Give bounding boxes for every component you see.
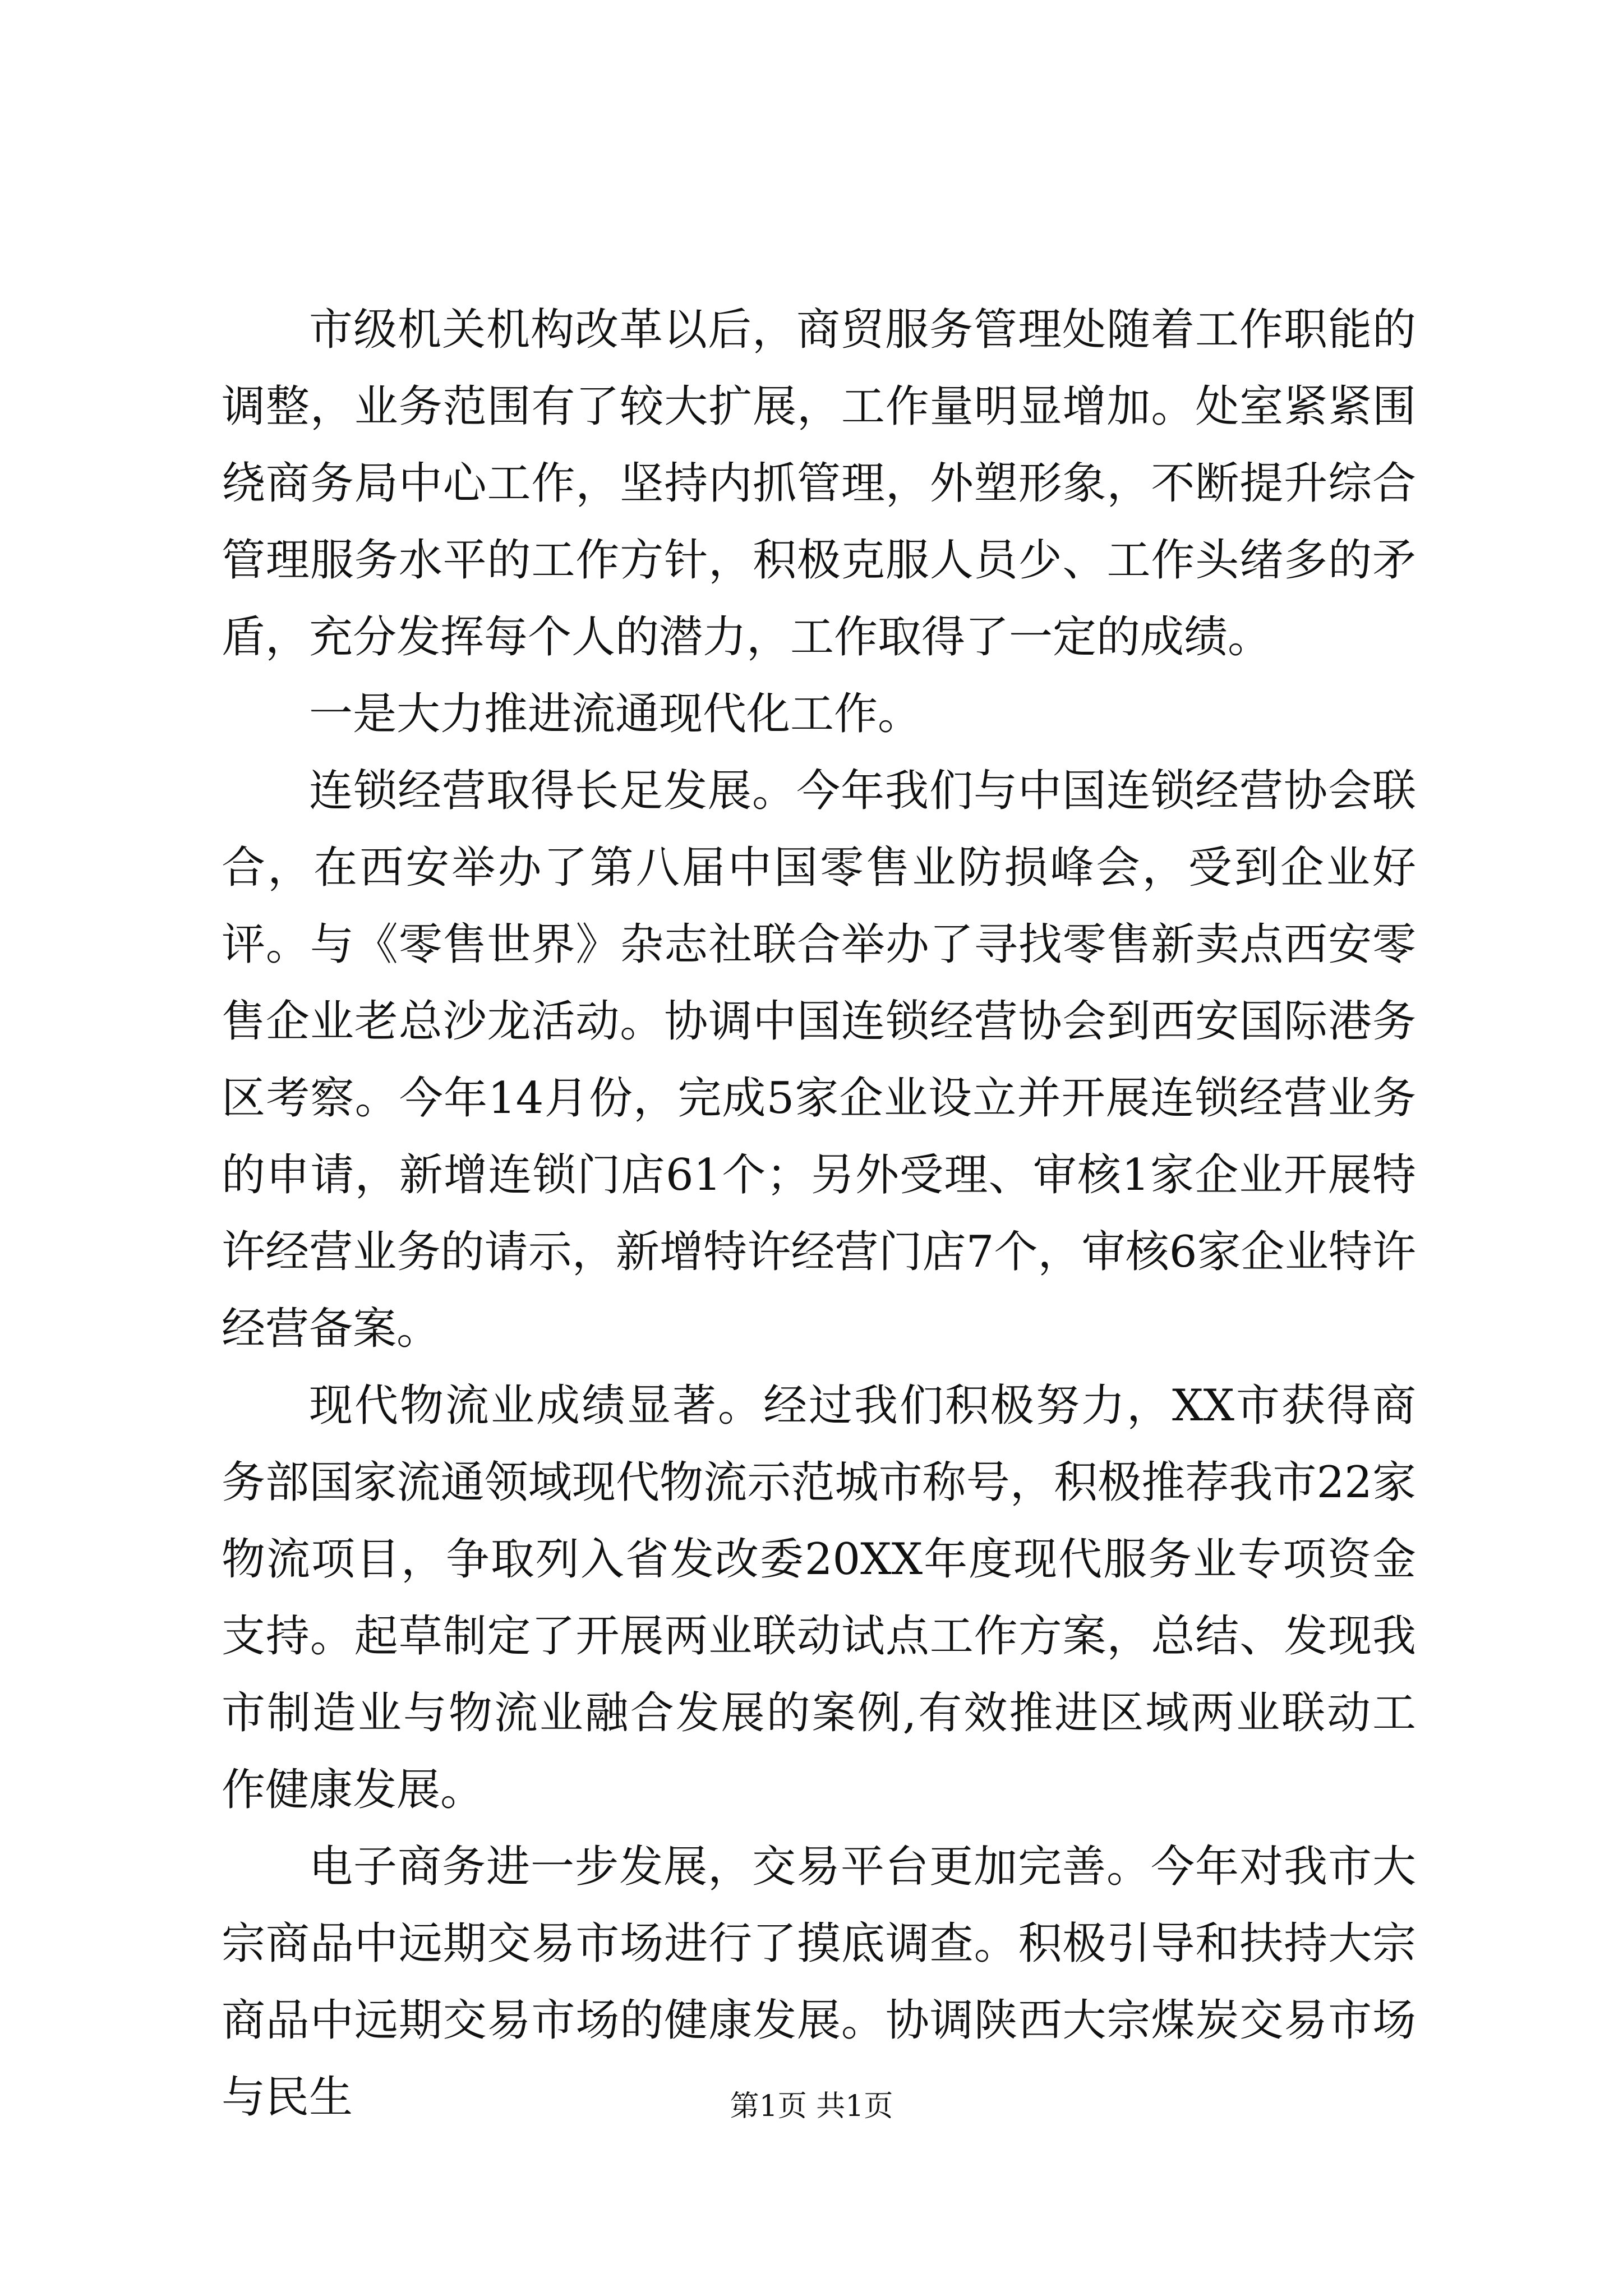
paragraph-ecommerce: 电子商务进一步发展，交易平台更加完善。今年对我市大宗商品中远期交易市场进行了摸底调查。积极引导和扶持大宗商品中远期交易市场的健康发展。协调陕西大宗煤炭交易市场与民生: [222, 1842, 1416, 2123]
paragraph-logistics: 现代物流业成绩显著。经过我们积极努力，XX市获得商务部国家流通领域现代物流示范城市称号，积极推荐我市22家物流项目，争取列入省发改委20XX年度现代服务业专项资金支持。起草制定了开展两业联动试点工作方案，总结、发现我市制造业与物流业融合发展的案例,有效推进区域两业联动工作健康发展。: [222, 1381, 1416, 1815]
paragraph-chain-operation: 连锁经营取得长足发展。今年我们与中国连锁经营协会联合，在西安举办了第八届中国零售业防损峰会，受到企业好评。与《零售世界》杂志社联合举办了寻找零售新卖点西安零售企业老总沙龙活动。协调中国连锁经营协会到西安国际港务区考察。今年14月份，完成5家企业设立并开展连锁经营业务的申请，新增连锁门店61个；另外受理、审核1家企业开展特许经营业务的请示，新增特许经营门店7个，审核6家企业特许经营备案。: [222, 766, 1416, 1354]
document-body: [222, 292, 1416, 2136]
paragraph-section-heading: 一是大力推进流通现代化工作。: [309, 689, 922, 739]
page-footer: 第1页 共1页: [730, 2090, 893, 2123]
paragraph-intro: 市级机关机构改革以后，商贸服务管理处随着工作职能的调整，业务范围有了较大扩展，工作量明显增加。处室紧紧围绕商务局中心工作，坚持内抓管理，外塑形象，不断提升综合管理服务水平的工作方针，积极克服人员少、工作头绪多的矛盾，充分发挥每个人的潜力，工作取得了一定的成绩。: [222, 305, 1416, 662]
